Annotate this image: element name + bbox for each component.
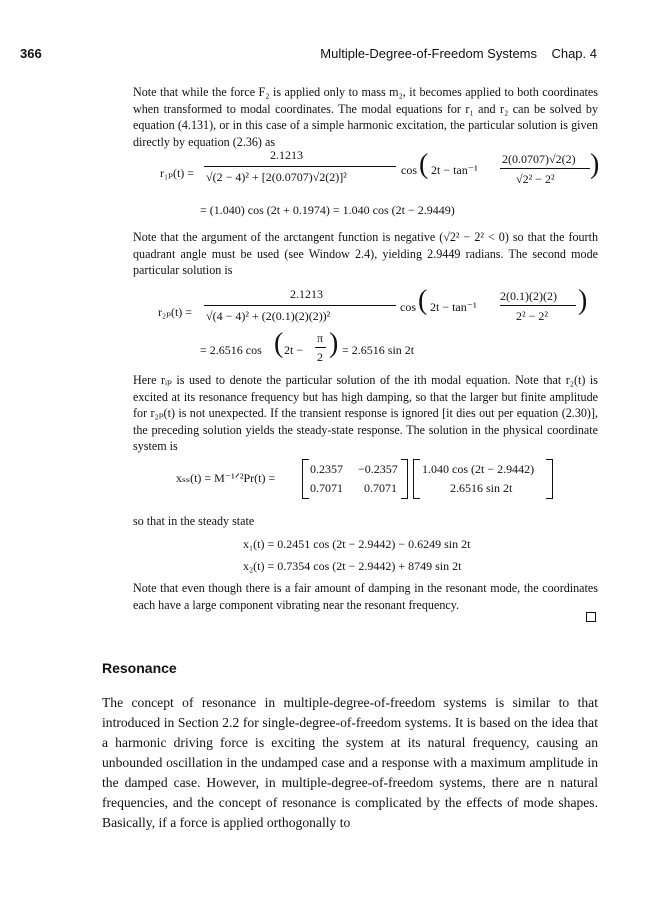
section-heading-resonance: Resonance [102, 660, 177, 676]
eq-r1p-fraction-bar [204, 166, 396, 167]
matrix-entry-11: 0.2357 [310, 462, 343, 476]
eq-r2p-arc-bar [500, 305, 576, 306]
paragraph-solution-note: Here rᵢₚ is used to denote the particular solution of the ith modal equation. Note that r₂(t) is excited at its resonance frequency but has high damping, so that the larger but finite amplitude for r₂ₚ(t) is not unexpected. If the transient response is ignored [it dies out per equation (2.30)], the preceding solution yields the steady-state response. The solution in the physical coordinate system is [133, 373, 598, 453]
eq-r2p-arg: 2t − tan⁻¹ [430, 300, 477, 314]
eq-r2p-fraction-bar [204, 305, 396, 306]
eq-r2p-left-paren: ( [418, 285, 428, 316]
eq-r2p-arc-numerator: 2(0.1)(2)(2) [500, 289, 557, 303]
page-number: 366 [20, 46, 42, 61]
eq-r1p-arg: 2t − tan⁻¹ [431, 163, 478, 177]
eq-r1p-arc-numerator: 2(0.0707)√2(2) [502, 152, 576, 166]
eq-r2p-arc-denominator: 2² − 2² [516, 309, 548, 323]
eq-r2p-two: 2 [317, 350, 323, 364]
running-title: Multiple-Degree-of-Freedom Systems [320, 46, 537, 61]
eq-r2p-lhs: r₂ₚ(t) = [158, 305, 193, 319]
eq-r1p-right-paren: ) [590, 149, 600, 180]
paragraph-resonance: The concept of resonance in multiple-degree-of-freedom systems is similar to that introduced in Section 2.2 for single-degree-of-freedom systems. It is based on the idea that a harmonic driving force is exciting the system at its natural frequency, causing an unbounded oscillation in the undamped case and a response with a maximum amplitude in the damped case. However, in multiple-degree-of-freedom systems, there are n natural frequencies, and the concept of resonance is complicated by the effects of mode shapes. Basically, if a force is applied orthogonally to [102, 695, 598, 830]
running-head [20, 46, 597, 64]
eq-x2: x₂(t) = 0.7354 cos (2t − 2.9442) + 8749 sin 2t [243, 559, 462, 573]
eq-r1p-numerator: 2.1213 [270, 148, 303, 162]
eq-xss-lhs: xₛₛ(t) = M⁻¹ᐟ²Pr(t) = [176, 471, 276, 485]
vector-entry-1: 1.040 cos (2t − 2.9442) [422, 462, 535, 476]
eq-r2p-pi: π [317, 331, 324, 345]
eq-r1p-result: = (1.040) cos (2t + 0.1974) = 1.040 cos (2t − 2.9449) [200, 203, 455, 217]
eq-r2p-numerator: 2.1213 [290, 287, 323, 301]
eq-r1p-denominator: √(2 − 4)² + [2(0.0707)√2(2)]² [206, 170, 347, 184]
eq-r2p-pi-bar [315, 347, 326, 348]
chapter-label: Chap. 4 [551, 46, 597, 61]
matrix-entry-12: −0.2357 [358, 462, 398, 476]
matrix-right-bracket [401, 459, 408, 499]
end-of-example-box [586, 612, 596, 622]
vector-entry-2: 2.6516 sin 2t [450, 481, 513, 495]
vector-left-bracket [413, 459, 420, 499]
eq-r2p-line2-right-paren: ) [329, 328, 339, 359]
eq-r2p-cos: cos [400, 300, 416, 314]
eq-r2p-denominator: √(4 − 4)² + (2(0.1)(2)(2))² [206, 309, 331, 323]
matrix-left-bracket [302, 459, 309, 499]
eq-x1: x₁(t) = 0.2451 cos (2t − 2.9442) − 0.6249 sin 2t [243, 537, 471, 551]
eq-r1p-cos: cos [401, 163, 417, 177]
paragraph-intro: Note that while the force F₂ is applied only to mass m₂, it becomes applied to both coordinates when transformed to modal coordinates. The modal equations for r₁ and r₂ can be solved by equation (4.131), or in this case of a simple harmonic excitation, the particular solution is given directly by equation (2.36) as [133, 85, 598, 149]
paragraph-steady-state: so that in the steady state [133, 514, 255, 528]
eq-r1p-arc-denominator: √2² − 2² [516, 172, 555, 186]
eq-r1p-left-paren: ( [419, 149, 429, 180]
eq-r2p-line2-left: = 2.6516 cos [200, 343, 262, 357]
vector-right-bracket [546, 459, 553, 499]
eq-r2p-line2-arg: 2t − [284, 343, 304, 357]
matrix-entry-21: 0.7071 [310, 481, 343, 495]
eq-r2p-result: = 2.6516 sin 2t [342, 343, 415, 357]
eq-r2p-right-paren: ) [578, 285, 588, 316]
paragraph-damping-note: Note that even though there is a fair amount of damping in the resonant mode, the coordinates each have a large component vibrating near the resonant frequency. [133, 581, 598, 612]
eq-r1p-lhs: r₁ₚ(t) = [160, 166, 195, 180]
eq-r1p-arc-bar [500, 168, 590, 169]
matrix-entry-22: 0.7071 [364, 481, 397, 495]
paragraph-arctangent-note: Note that the argument of the arctangent function is negative (√2² − 2² < 0) so that the fourth quadrant angle must be used (see Window 2.4), yielding 2.9449 radians. The second mode particular solution is [133, 230, 598, 277]
eq-r2p-line2-left-paren: ( [274, 328, 284, 359]
